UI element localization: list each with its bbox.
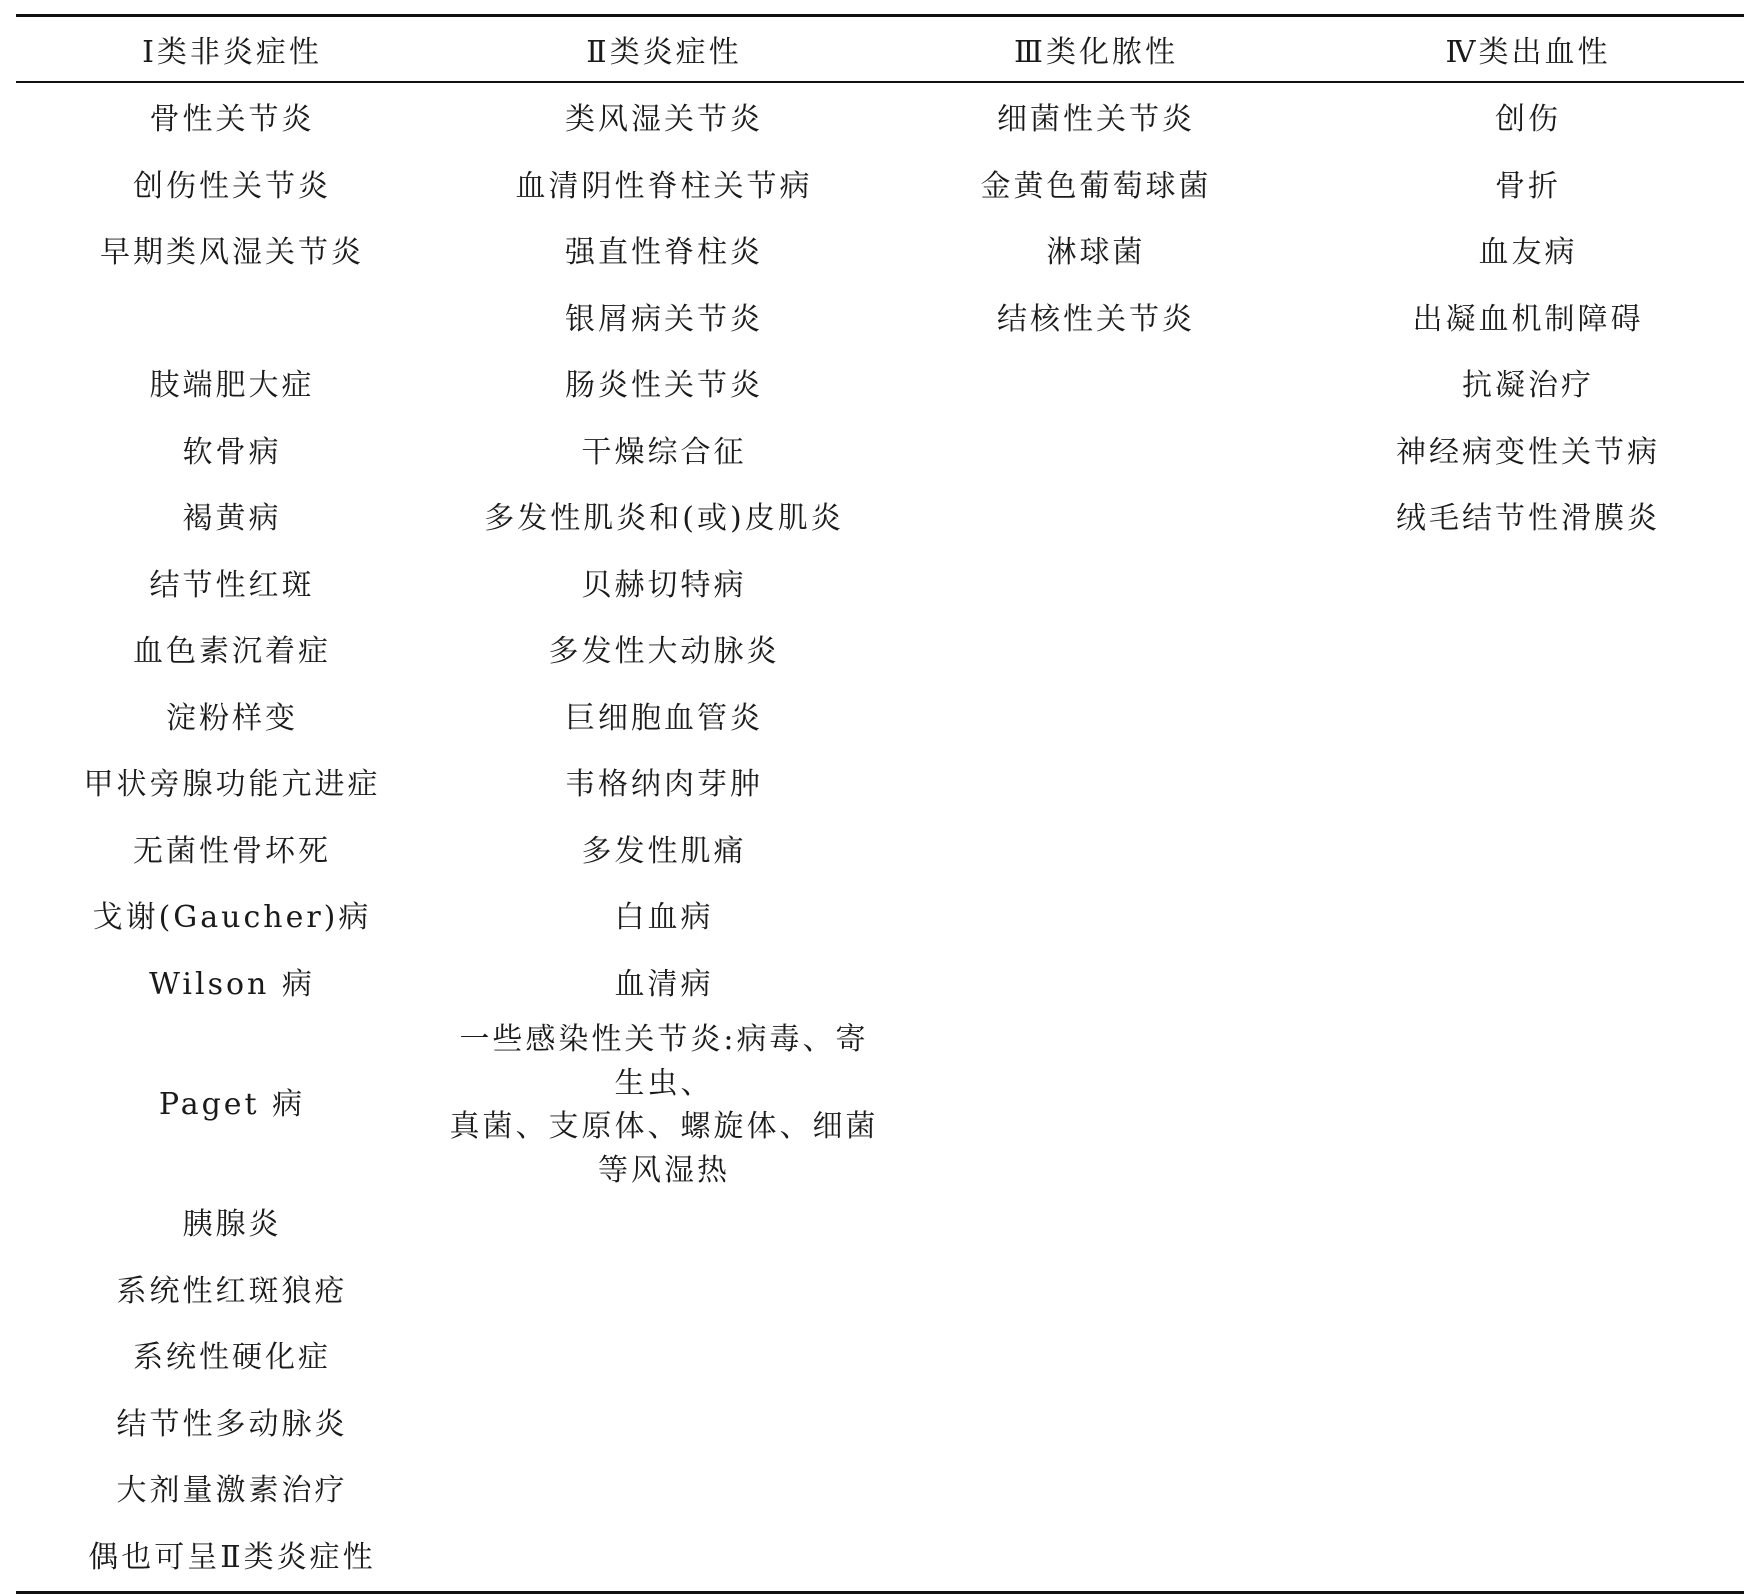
table-row xyxy=(16,952,1744,1019)
table-cell-col-4 xyxy=(1312,619,1744,686)
table-cell-col-2: 银屑病关节炎 xyxy=(565,301,763,337)
table-cell-col-2 xyxy=(448,1458,880,1525)
table-cell-col-1: Paget 病 xyxy=(158,1087,306,1122)
table-cell-col-4: 神经病变性关节病 xyxy=(1396,434,1660,470)
table-row xyxy=(16,1458,1744,1525)
table-cell-col-3 xyxy=(880,1192,1312,1259)
table-cell-col-4 xyxy=(1312,553,1744,620)
table-cell-col-1: 创伤性关节炎 xyxy=(133,168,331,204)
table-cell-col-4 xyxy=(1312,1325,1744,1392)
header-row xyxy=(16,16,1744,83)
table-cell-col-1: 系统性红斑狼疮 xyxy=(116,1273,348,1309)
header-class-2: Ⅱ类炎症性 xyxy=(448,16,880,83)
table-cell-col-2: 强直性脊柱炎 xyxy=(565,235,763,271)
table-cell-col-2: 多发性肌痛 xyxy=(581,833,747,869)
table-row xyxy=(16,686,1744,753)
table-cell-col-3 xyxy=(880,420,1312,487)
table-row xyxy=(16,752,1744,819)
table-row xyxy=(16,154,1744,221)
table-cell-col-2: 肠炎性关节炎 xyxy=(565,368,763,404)
table-cell-col-3 xyxy=(880,553,1312,620)
classification-table xyxy=(16,14,1744,1594)
table-cell-col-3: 结核性关节炎 xyxy=(997,301,1195,337)
table-cell-col-2 xyxy=(448,1392,880,1459)
table-row xyxy=(16,885,1744,952)
table-cell-col-4: 骨折 xyxy=(1495,168,1561,204)
table-cell-col-3 xyxy=(880,486,1312,553)
table-cell-col-3 xyxy=(880,752,1312,819)
table-cell-col-4: 出凝血机制障碍 xyxy=(1412,301,1644,337)
table-row xyxy=(16,420,1744,487)
table-cell-col-2: 血清阴性脊柱关节病 xyxy=(515,168,813,204)
table-cell-col-1: 甲状旁腺功能亢进症 xyxy=(83,767,381,803)
table-cell-col-4: 抗凝治疗 xyxy=(1462,368,1594,404)
table-cell-col-1: 结节性多动脉炎 xyxy=(116,1406,348,1442)
table-row xyxy=(16,220,1744,287)
table-cell-col-3 xyxy=(880,1325,1312,1392)
table-row xyxy=(16,486,1744,553)
table-cell-col-1: 偶也可呈Ⅱ类炎症性 xyxy=(88,1539,376,1575)
table-cell-col-4 xyxy=(1312,1018,1744,1192)
table-cell-col-3 xyxy=(880,1259,1312,1326)
header-class-3: Ⅲ类化脓性 xyxy=(880,16,1312,83)
table-cell-col-3 xyxy=(880,952,1312,1019)
table-cell-col-3 xyxy=(880,885,1312,952)
table-row xyxy=(16,353,1744,420)
table-cell-col-4 xyxy=(1312,885,1744,952)
table-row xyxy=(16,1325,1744,1392)
table-row xyxy=(16,619,1744,686)
table-cell-col-3: 淋球菌 xyxy=(1046,235,1146,271)
table-cell-col-4 xyxy=(1312,1192,1744,1259)
table-cell-col-4 xyxy=(1312,1525,1744,1593)
table-row xyxy=(16,1525,1744,1593)
table-cell-col-3 xyxy=(880,1458,1312,1525)
table-cell-col-1: 淀粉样变 xyxy=(166,700,298,736)
table-cell-col-4: 血友病 xyxy=(1478,235,1578,271)
table-row xyxy=(16,1018,1744,1192)
table-cell-col-4 xyxy=(1312,1392,1744,1459)
table-cell-col-2: 血清病 xyxy=(614,966,714,1002)
header-class-4: Ⅳ类出血性 xyxy=(1312,16,1744,83)
table-cell-col-3: 金黄色葡萄球菌 xyxy=(980,168,1212,204)
table-cell-col-1: 肢端肥大症 xyxy=(149,368,315,404)
table-cell-col-4: 创伤 xyxy=(1495,102,1561,138)
table-row xyxy=(16,82,1744,154)
table-header xyxy=(16,16,1744,83)
table-cell-col-4 xyxy=(1312,1259,1744,1326)
table-row xyxy=(16,1192,1744,1259)
table-cell-col-3 xyxy=(880,686,1312,753)
table-cell-col-1: 早期类风湿关节炎 xyxy=(100,235,364,271)
table-cell-col-1: 结节性红斑 xyxy=(149,567,315,603)
table-cell-col-1: 软骨病 xyxy=(182,434,282,470)
table-cell-col-2: 巨细胞血管炎 xyxy=(565,700,763,736)
table-cell-col-4 xyxy=(1312,686,1744,753)
table-cell-col-1: 大剂量激素治疗 xyxy=(116,1473,348,1509)
table-cell-col-4 xyxy=(1312,952,1744,1019)
table-cell-col-3 xyxy=(880,353,1312,420)
table-row xyxy=(16,1392,1744,1459)
table-cell-col-1: 系统性硬化症 xyxy=(133,1340,331,1376)
table-cell-col-2: 多发性大动脉炎 xyxy=(548,634,780,670)
table-cell-col-3 xyxy=(880,1018,1312,1192)
table-row xyxy=(16,553,1744,620)
header-class-1: Ⅰ类非炎症性 xyxy=(16,16,448,83)
table-cell-col-4: 绒毛结节性滑膜炎 xyxy=(1396,501,1660,537)
table-cell-col-2: 白血病 xyxy=(614,900,714,936)
cell-line-2: 真菌、支原体、螺旋体、细菌等风湿热 xyxy=(449,1109,879,1188)
table-cell-col-1: 无菌性骨坏死 xyxy=(133,833,331,869)
table-cell-col-4 xyxy=(1312,1458,1744,1525)
table-row xyxy=(16,287,1744,354)
multiline-cell xyxy=(448,1018,880,1192)
table-cell-col-2: 干燥综合征 xyxy=(581,434,747,470)
table-cell-col-1: 血色素沉着症 xyxy=(133,634,331,670)
table-cell-col-2 xyxy=(448,1525,880,1593)
table-cell-col-3: 细菌性关节炎 xyxy=(997,102,1195,138)
table-cell-col-2 xyxy=(448,1018,880,1192)
table-cell-col-1: 戈谢(Gaucher)病 xyxy=(92,900,372,936)
table-cell-col-3 xyxy=(880,1392,1312,1459)
table-cell-col-3 xyxy=(880,1525,1312,1593)
cell-line-1: 一些感染性关节炎:病毒、寄生虫、 xyxy=(459,1022,869,1101)
table-row xyxy=(16,819,1744,886)
table-cell-col-3 xyxy=(880,819,1312,886)
table-cell-col-1: 胰腺炎 xyxy=(182,1207,282,1243)
table-cell-col-3 xyxy=(880,619,1312,686)
table-cell-col-1: 骨性关节炎 xyxy=(149,102,315,138)
table-cell-col-2: 韦格纳肉芽肿 xyxy=(565,767,763,803)
table-cell-col-1: 褐黄病 xyxy=(182,501,282,537)
table-cell-col-2: 类风湿关节炎 xyxy=(565,102,763,138)
table-cell-col-2: 贝赫切特病 xyxy=(581,567,747,603)
table-cell-col-2 xyxy=(448,1325,880,1392)
table-cell-col-2: 多发性肌炎和(或)皮肌炎 xyxy=(484,501,844,537)
table-cell-col-2 xyxy=(448,1259,880,1326)
table-cell-col-2 xyxy=(448,1192,880,1259)
table-cell-col-1 xyxy=(16,287,448,354)
table-row xyxy=(16,1259,1744,1326)
table-cell-col-1: Wilson 病 xyxy=(149,966,315,1002)
table-cell-col-4 xyxy=(1312,752,1744,819)
table-body xyxy=(16,82,1744,1593)
table-cell-col-4 xyxy=(1312,819,1744,886)
